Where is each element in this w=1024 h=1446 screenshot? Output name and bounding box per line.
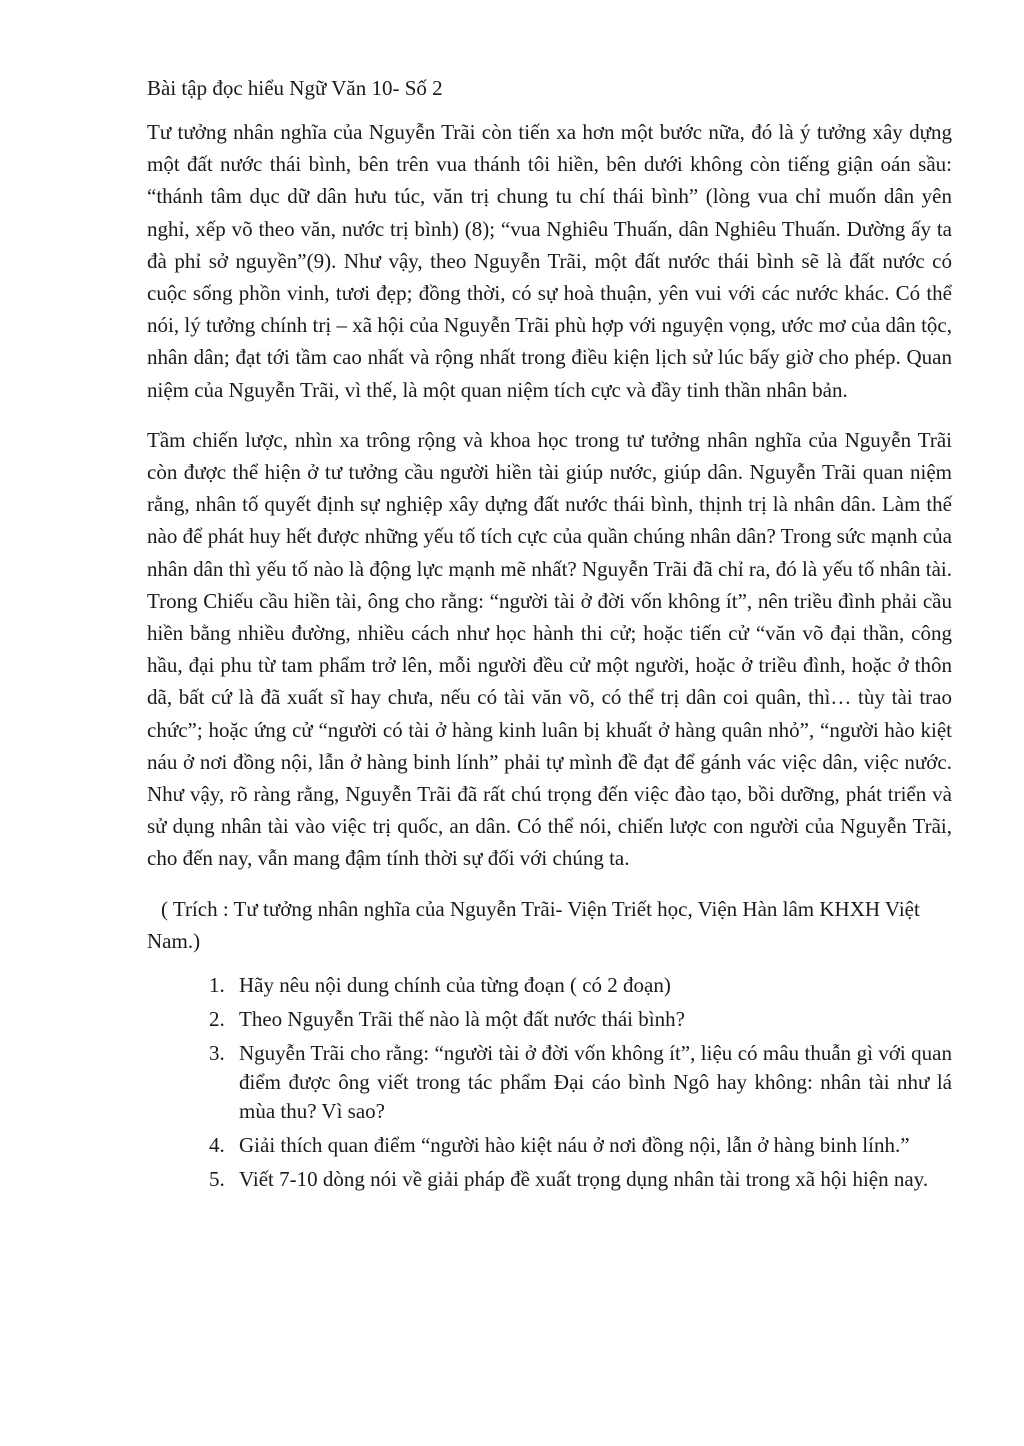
question-text: Viết 7-10 dòng nói về giải pháp đề xuất trọng dụng nhân tài trong xã hội hiện nay. <box>239 1166 929 1191</box>
question-text: Nguyễn Trãi cho rằng: “người tài ở đời vốn không ít”, liệu có mâu thuẫn gì với quan điểm được ông viết trong tác phẩm Đại cáo bình Ngô hay không: nhân tài như lá mùa thu? Vì sao? <box>239 1040 952 1123</box>
paragraph-1: Tư tưởng nhân nghĩa của Nguyễn Trãi còn tiến xa hơn một bước nữa, đó là ý tưởng xây dựng một đất nước thái bình, bên trên vua thánh tôi hiền, bên dưới không còn tiếng giận oán sầu: “thánh tâm dục dữ dân hưu túc, văn trị chung tu chí thái bình” (lòng vua chỉ muốn dân yên nghỉ, xếp võ theo văn, nước trị bình) (8); “vua Nghiêu Thuấn, dân Nghiêu Thuấn. Dường ấy ta đà phỉ sở nguyền”(9). Như vậy, theo Nguyễn Trãi, một đất nước thái bình sẽ là đất nước có cuộc sống phồn vinh, tươi đẹp; đồng thời, có sự hoà thuận, yên vui với các nước khác. Có thể nói, lý tưởng chính trị – xã hội của Nguyễn Trãi phù hợp với nguyện vọng, ước mơ của dân tộc, nhân dân; đạt tới tầm cao nhất và rộng nhất trong điều kiện lịch sử lúc bấy giờ cho phép. Quan niệm của Nguyễn Trãi, vì thế, là một quan niệm tích cực và đầy tinh thần nhân bản. <box>147 120 952 402</box>
question-text: Hãy nêu nội dung chính của từng đoạn ( có 2 đoạn) <box>239 972 671 997</box>
question-item <box>209 1165 952 1194</box>
question-number: 1. <box>209 972 225 997</box>
question-text: Giải thích quan điểm “người hào kiệt náu ở nơi đồng nội, lẫn ở hàng binh lính.” <box>239 1132 910 1157</box>
question-item <box>209 971 952 1000</box>
source-citation: ( Trích : Tư tưởng nhân nghĩa của Nguyễn Trãi- Viện Triết học, Viện Hàn lâm KHXH Việt Nam.) <box>147 896 920 953</box>
question-item <box>209 1005 952 1034</box>
document-page <box>147 72 952 1199</box>
question-text: Theo Nguyễn Trãi thế nào là một đất nước thái bình? <box>239 1006 685 1031</box>
question-item <box>209 1131 952 1160</box>
paragraph-2: Tầm chiến lược, nhìn xa trông rộng và khoa học trong tư tưởng nhân nghĩa của Nguyễn Trãi còn được thể hiện ở tư tưởng cầu người hiền tài giúp nước, giúp dân. Nguyễn Trãi quan niệm rằng, nhân tố quyết định sự nghiệp xây dựng đất nước thái bình, thịnh trị là nhân dân. Làm thế nào để phát huy hết được những yếu tố tích cực của quần chúng nhân dân? Trong sức mạnh của nhân dân thì yếu tố nào là động lực mạnh mẽ nhất? Nguyễn Trãi đã chỉ ra, đó là yếu tố nhân tài. Trong Chiếu cầu hiền tài, ông cho rằng: “người tài ở đời vốn không ít”, nên triều đình phải cầu hiền bằng nhiều đường, nhiều cách như học hành thi cử; hoặc tiến cử “văn võ đại thần, công hầu, đại phu từ tam phẩm trở lên, mỗi người đều cử một người, hoặc ở triều đình, hoặc ở thôn dã, bất cứ là đã xuất sĩ hay chưa, nếu có tài văn võ, có thể trị dân coi quân, thì… tùy tài trao chức”; hoặc ứng cử “người có tài ở hàng kinh luân bị khuất ở hàng quân nhỏ”, “người hào kiệt náu ở nơi đồng nội, lẫn ở hàng binh lính” phải tự mình đề đạt để gánh vác việc dân, việc nước. Như vậy, rõ ràng rằng, Nguyễn Trãi đã rất chú trọng đến việc đào tạo, bồi dưỡng, phát triển và sử dụng nhân tài vào việc trị quốc, an dân. Có thể nói, chiến lược con người của Nguyễn Trãi, cho đến nay, vẫn mang đậm tính thời sự đối với chúng ta. <box>147 427 952 871</box>
question-number: 5. <box>209 1166 225 1191</box>
document-title: Bài tập đọc hiểu Ngữ Văn 10- Số 2 <box>147 76 443 100</box>
question-list <box>147 971 952 1194</box>
question-number: 2. <box>209 1006 225 1031</box>
question-item <box>209 1039 952 1126</box>
question-number: 4. <box>209 1132 225 1157</box>
question-number: 3. <box>209 1040 225 1065</box>
